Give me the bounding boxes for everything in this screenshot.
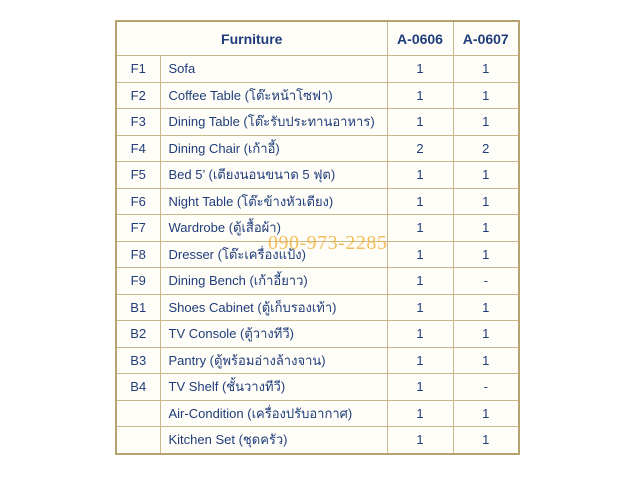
item-name: Dresser (โต๊ะเครื่องแป้ง) (160, 241, 387, 268)
table-row (116, 241, 519, 268)
item-name: Shoes Cabinet (ตู้เก็บรองเท้า) (160, 294, 387, 321)
item-code (116, 400, 160, 427)
table-row (116, 215, 519, 242)
qty-a0607: 1 (453, 215, 519, 242)
qty-a0606: 1 (387, 374, 453, 401)
qty-a0607: 1 (453, 241, 519, 268)
qty-a0606: 1 (387, 56, 453, 83)
item-name: Air-Condition (เครื่องปรับอากาศ) (160, 400, 387, 427)
item-code: F6 (116, 188, 160, 215)
item-code: F2 (116, 82, 160, 109)
item-name: Dining Bench (เก้าอี้ยาว) (160, 268, 387, 295)
item-code: F3 (116, 109, 160, 136)
item-name: TV Console (ตู้วางทีวี) (160, 321, 387, 348)
table-row (116, 268, 519, 295)
item-code: B4 (116, 374, 160, 401)
item-code (116, 427, 160, 454)
item-code: F8 (116, 241, 160, 268)
qty-a0606: 1 (387, 321, 453, 348)
qty-a0606: 2 (387, 135, 453, 162)
item-name: Kitchen Set (ชุดครัว) (160, 427, 387, 454)
header-furniture: Furniture (116, 21, 387, 56)
item-code: B3 (116, 347, 160, 374)
item-code: F4 (116, 135, 160, 162)
qty-a0607: - (453, 268, 519, 295)
table-row (116, 135, 519, 162)
item-code: F5 (116, 162, 160, 189)
item-code: F7 (116, 215, 160, 242)
item-code: B1 (116, 294, 160, 321)
qty-a0606: 1 (387, 294, 453, 321)
table-row (116, 109, 519, 136)
table-row (116, 294, 519, 321)
qty-a0607: 1 (453, 321, 519, 348)
qty-a0606: 1 (387, 82, 453, 109)
table-row (116, 321, 519, 348)
item-name: Pantry (ตู้พร้อมอ่างล้างจาน) (160, 347, 387, 374)
table-row (116, 56, 519, 83)
watermark-phone-number: 090-973-2285 (268, 232, 388, 254)
qty-a0607: 1 (453, 82, 519, 109)
item-name: Wardrobe (ตู้เสื้อผ้า) (160, 215, 387, 242)
item-name: Sofa (160, 56, 387, 83)
qty-a0607: 1 (453, 188, 519, 215)
qty-a0607: 1 (453, 294, 519, 321)
item-code: B2 (116, 321, 160, 348)
qty-a0606: 1 (387, 162, 453, 189)
qty-a0607: 1 (453, 347, 519, 374)
table-row (116, 162, 519, 189)
furniture-table (115, 20, 520, 455)
table-row (116, 427, 519, 454)
item-code: F9 (116, 268, 160, 295)
header-unit-a0607: A-0607 (453, 21, 519, 56)
item-code: F1 (116, 56, 160, 83)
qty-a0607: - (453, 374, 519, 401)
item-name: Night Table (โต๊ะข้างหัวเตียง) (160, 188, 387, 215)
qty-a0606: 1 (387, 109, 453, 136)
table-row (116, 82, 519, 109)
table-row (116, 188, 519, 215)
qty-a0606: 1 (387, 188, 453, 215)
qty-a0607: 1 (453, 56, 519, 83)
table-row (116, 400, 519, 427)
qty-a0606: 1 (387, 268, 453, 295)
qty-a0606: 1 (387, 347, 453, 374)
qty-a0607: 1 (453, 109, 519, 136)
item-name: Dining Chair (เก้าอี้) (160, 135, 387, 162)
item-name: Coffee Table (โต๊ะหน้าโซฟา) (160, 82, 387, 109)
item-name: Dining Table (โต๊ะรับประทานอาหาร) (160, 109, 387, 136)
table-row (116, 374, 519, 401)
qty-a0606: 1 (387, 241, 453, 268)
header-row (116, 21, 519, 56)
qty-a0606: 1 (387, 427, 453, 454)
qty-a0607: 1 (453, 400, 519, 427)
item-name: Bed 5’ (เตียงนอนขนาด 5 ฟุต) (160, 162, 387, 189)
table-body (116, 56, 519, 454)
qty-a0607: 1 (453, 427, 519, 454)
qty-a0607: 2 (453, 135, 519, 162)
qty-a0606: 1 (387, 400, 453, 427)
table-row (116, 347, 519, 374)
qty-a0606: 1 (387, 215, 453, 242)
item-name: TV Shelf (ชั้นวางทีวี) (160, 374, 387, 401)
header-unit-a0606: A-0606 (387, 21, 453, 56)
qty-a0607: 1 (453, 162, 519, 189)
